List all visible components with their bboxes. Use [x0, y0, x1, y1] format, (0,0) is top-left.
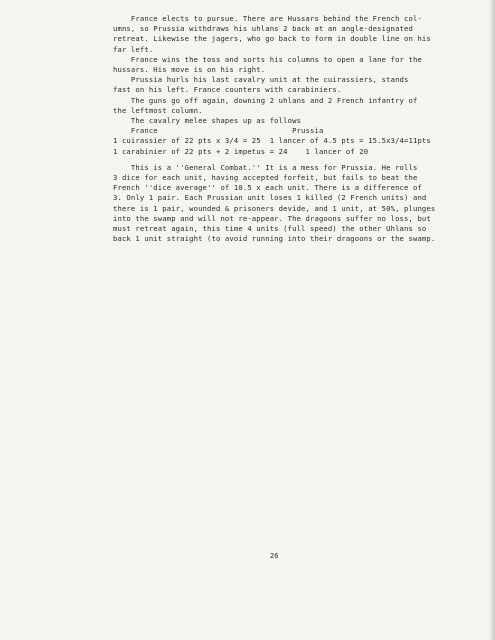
text-line: retreat. Likewise the jagers, who go back to form in double line on his	[113, 34, 431, 44]
text-line: Prussia hurls his last cavalry unit at the cuirassiers, stands	[113, 75, 409, 85]
text-line: This is a ''General Combat.'' It is a mess for Prussia. He rolls	[113, 162, 418, 172]
text-line: must retreat again, this time 4 units (full speed) the other Uhlans so	[113, 224, 427, 234]
text-line: hussars. His move is on his right.	[113, 65, 266, 75]
text-line: into the swamp and will not re-appear. The dragoons suffer no loss, but	[113, 213, 431, 223]
page-edge-shadow	[489, 0, 495, 640]
text-line: fast on his left. France counters with carabiniers.	[113, 85, 342, 95]
body-text	[113, 14, 483, 244]
page-number: 26	[270, 552, 279, 560]
text-line: there is 1 pair, wounded & prisoners devide, and 1 unit, at 50%, plunges	[113, 203, 436, 213]
table-row-line: 1 cuirassier of 22 pts x 3/4 = 25 1 lancer of 4.5 pts = 15.5x3/4=11pts	[113, 136, 431, 146]
text-line: umns, so Prussia withdraws his uhlans 2 back at an angle-designated	[113, 24, 413, 34]
text-line: The cavalry melee shapes up as follows	[113, 116, 302, 126]
table-header-line: France Prussia	[113, 126, 324, 136]
table-row-line: 1 carabinier of 22 pts + 2 impetus = 24 1 lancer of 20	[113, 146, 369, 156]
text-line: French ''dice average'' of 10.5 x each unit. There is a difference of	[113, 183, 422, 193]
text-line: far left.	[113, 44, 154, 54]
text-line: back 1 unit straight (to avoid running into their dragoons or the swamp.	[113, 234, 436, 244]
text-line: The guns go off again, downing 2 uhlans and 2 French infantry of	[113, 95, 418, 105]
text-line: 3 dice for each unit, having accepted forfeit, but fails to beat the	[113, 173, 418, 183]
text-line: the leftmost column.	[113, 105, 203, 115]
text-line: 3. Only 1 pair. Each Prussian unit loses 1 killed (2 French units) and	[113, 193, 427, 203]
text-line: France elects to pursue. There are Hussars behind the French col-	[113, 14, 422, 23]
text-line: France wins the toss and sorts his columns to open a lane for the	[113, 54, 422, 64]
